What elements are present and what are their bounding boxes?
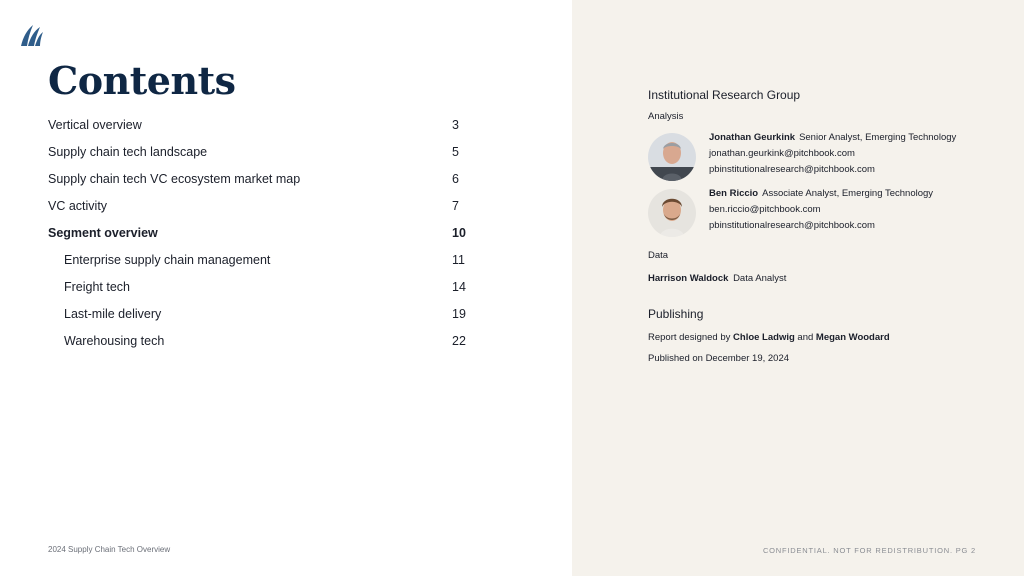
toc-item-enterprise-scm[interactable] bbox=[48, 251, 468, 278]
toc-item-landscape[interactable] bbox=[48, 143, 468, 170]
credits-panel bbox=[572, 0, 1024, 576]
analysis-label: Analysis bbox=[648, 111, 684, 122]
data-analyst-role: Data Analyst bbox=[733, 273, 787, 284]
toc-item-label: Enterprise supply chain management bbox=[64, 253, 271, 267]
toc-item-label: Supply chain tech landscape bbox=[48, 145, 208, 159]
toc-item-page: 6 bbox=[452, 172, 459, 186]
analyst-card bbox=[648, 133, 1008, 183]
analyst-name: Ben Riccio bbox=[709, 188, 759, 199]
toc-item-label: Warehousing tech bbox=[64, 334, 165, 348]
analyst-info bbox=[709, 186, 933, 234]
designer-name: Chloe Ladwig bbox=[733, 332, 795, 343]
toc-item-page: 22 bbox=[452, 334, 466, 348]
toc-item-vertical-overview[interactable] bbox=[48, 116, 468, 143]
table-of-contents bbox=[48, 116, 468, 359]
toc-item-page: 3 bbox=[452, 118, 459, 132]
report-footer: 2024 Supply Chain Tech Overview bbox=[48, 545, 171, 554]
avatar bbox=[648, 189, 696, 237]
toc-item-freight-tech[interactable] bbox=[48, 278, 468, 305]
analyst-email[interactable]: jonathan.geurkink@pitchbook.com bbox=[709, 148, 855, 159]
publishing-title: Publishing bbox=[648, 307, 704, 321]
toc-item-page: 14 bbox=[452, 280, 466, 294]
toc-item-last-mile[interactable] bbox=[48, 305, 468, 332]
page-title: Contents bbox=[48, 58, 236, 103]
toc-item-label: Supply chain tech VC ecosystem market map bbox=[48, 172, 301, 186]
designed-prefix: Report designed by bbox=[648, 332, 731, 343]
toc-item-label: Vertical overview bbox=[48, 118, 142, 132]
toc-item-label: Segment overview bbox=[48, 226, 158, 240]
toc-item-page: 11 bbox=[452, 253, 465, 267]
toc-item-page: 19 bbox=[452, 307, 466, 321]
team-email[interactable]: pbinstitutionalresearch@pitchbook.com bbox=[709, 164, 875, 175]
analyst-info bbox=[709, 130, 956, 178]
toc-item-label: VC activity bbox=[48, 199, 108, 213]
toc-item-label: Freight tech bbox=[64, 280, 131, 294]
data-analyst bbox=[648, 273, 786, 284]
and-word: and bbox=[797, 332, 814, 343]
confidential-footer: CONFIDENTIAL. NOT FOR REDISTRIBUTION. PG 2 bbox=[762, 546, 976, 555]
toc-item-vc-activity[interactable] bbox=[48, 197, 468, 224]
toc-item-page: 7 bbox=[452, 199, 459, 213]
group-title: Institutional Research Group bbox=[648, 88, 801, 102]
pitchbook-logo-icon bbox=[18, 22, 44, 48]
data-label: Data bbox=[648, 250, 669, 261]
avatar bbox=[648, 133, 696, 181]
data-analyst-name: Harrison Waldock bbox=[648, 273, 729, 284]
analyst-role: Senior Analyst, Emerging Technology bbox=[799, 132, 957, 143]
toc-item-page: 10 bbox=[452, 226, 466, 240]
published-date: Published on December 19, 2024 bbox=[648, 353, 790, 364]
analyst-role: Associate Analyst, Emerging Technology bbox=[762, 188, 934, 199]
toc-item-segment-overview[interactable] bbox=[48, 224, 468, 251]
toc-item-page: 5 bbox=[452, 145, 459, 159]
team-email[interactable]: pbinstitutionalresearch@pitchbook.com bbox=[709, 220, 875, 231]
analyst-email[interactable]: ben.riccio@pitchbook.com bbox=[709, 204, 821, 215]
analyst-name: Jonathan Geurkink bbox=[709, 132, 796, 143]
analyst-card bbox=[648, 189, 1008, 239]
designer-name: Megan Woodard bbox=[815, 332, 890, 343]
toc-item-warehousing[interactable] bbox=[48, 332, 468, 359]
toc-item-label: Last-mile delivery bbox=[64, 307, 162, 321]
designed-by-line bbox=[648, 332, 890, 343]
toc-item-market-map[interactable] bbox=[48, 170, 468, 197]
